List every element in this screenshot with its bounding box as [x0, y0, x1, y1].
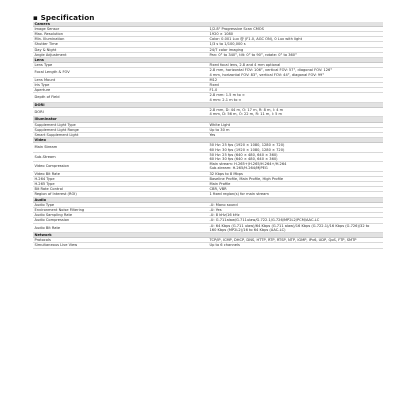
section-title: Illuminator [33, 117, 383, 122]
spec-label: Depth of Field [33, 93, 208, 102]
spec-value-line: Up to 6 channels [209, 243, 240, 248]
spec-label: Smart Supplement Light [33, 132, 208, 137]
spec-label: Focal Length & FOV [33, 68, 208, 77]
spec-label: Supplement Light Range [33, 127, 208, 132]
spec-label: Protocols [33, 238, 208, 243]
spec-value-line: 1 fixed region(s) for main stream [209, 192, 269, 197]
section-title: Lens [33, 57, 383, 62]
spec-row [33, 152, 383, 161]
spec-value [208, 68, 383, 77]
spec-label: Image Sensor [33, 26, 208, 31]
spec-row [33, 107, 383, 116]
spec-value [208, 93, 383, 102]
spec-value [208, 162, 383, 171]
spec-value-line: 50 Hz: 25 fps (1920 × 1080, 1280 × 720) [209, 143, 285, 148]
spec-value [208, 143, 383, 152]
spec-value-line: Fixed [209, 82, 219, 87]
spec-label: Sub-Stream [33, 152, 208, 161]
spec-row [33, 162, 383, 171]
spec-label: Bit Rate Control [33, 187, 208, 192]
spec-value-line: 50 Hz: 25 fps (640 × 480, 640 × 360) [209, 152, 278, 157]
spec-value-line: Yes [209, 132, 216, 137]
spec-row [33, 143, 383, 152]
spec-label: Aperture [33, 88, 208, 93]
spec-value-line: M12 [209, 77, 218, 82]
spec-value-line: 1/2.8" Progressive Scan CMOS [209, 26, 264, 31]
spec-value-line: 1/3 s to 1/100,000 s [209, 42, 246, 47]
spec-value-line: Sub-stream: H.265/H.264/MJPEG [209, 166, 268, 171]
spec-label: Day & Night [33, 47, 208, 52]
section-title: Network [33, 233, 383, 238]
spec-value-line: 2.8 mm, horizontal FOV: 106°, vertical FOV: 57°, diagonal FOV: 126° [209, 68, 333, 73]
spec-value-line: -U: G.711alaw/G.711ulaw/G.722.1/G.726/MP2L2/PCM/AAC-LC [209, 218, 320, 223]
spec-value-line: -U: 64 Kbps (G.711 ulaw)/64 Kbps (G.711 alaw)/16 Kbps (G.722.1)/16 Kbps (G.726)/32 to [209, 223, 370, 228]
section-title: DORI [33, 102, 383, 107]
spec-label: H.265 Type [33, 182, 208, 187]
spec-label: Lens Type [33, 63, 208, 68]
spec-value-line: Main Profile [209, 182, 231, 186]
spec-value-line: CBR, VBR [209, 187, 227, 192]
spec-label: Min. Illumination [33, 37, 208, 42]
spec-value-line: 2.8 mm, D: 44 m, O: 17 m, R: 8 m, I: 4 m [209, 107, 284, 112]
spec-label: H.264 Type [33, 176, 208, 181]
spec-row [33, 93, 383, 102]
spec-value [208, 107, 383, 116]
spec-value-line: Main stream: H.265+/H.265/H.264+/H.264 [209, 162, 287, 167]
spec-value-line: 4 mm, D: 56 m, O: 22 m, R: 11 m, I: 5 m [209, 112, 283, 117]
spec-label: Environment Noise Filtering [33, 208, 208, 213]
spec-value [208, 152, 383, 161]
spec-label: Iris Type [33, 82, 208, 87]
spec-label: Supplement Light Type [33, 122, 208, 127]
page-title: ▪ Specification [33, 12, 95, 22]
spec-label: Audio Type [33, 202, 208, 207]
spec-value-line: 4 mm, horizontal FOV: 83°, vertical FOV: 44°, diagonal FOV: 99° [209, 72, 325, 77]
section-title: Video [33, 138, 383, 143]
spec-label: Max. Resolution [33, 31, 208, 36]
spec-label: Audio Sampling Rate [33, 213, 208, 218]
spec-value-line: 60 Hz: 30 fps (1920 × 1080, 1280 × 720) [209, 147, 285, 152]
spec-value-line: 1920 × 1080 [209, 31, 234, 36]
spec-label: Video Compression [33, 162, 208, 171]
spec-label: Angle Adjustment [33, 52, 208, 57]
spec-row [33, 223, 383, 232]
spec-value-line: Baseline Profile, Main Profile, High Profile [209, 176, 284, 181]
spec-value-line: -U: 8 kHz/16 kHz [209, 213, 240, 218]
spec-value-line: -U: Mono sound [209, 202, 238, 207]
spec-value-line: TCP/IP, ICMP, DHCP, DNS, HTTP, RTP, RTSP, NTP, IGMP, IPv6, UDP, QoS, FTP, SMTP [209, 238, 357, 243]
spec-label: Main Stream [33, 143, 208, 152]
spec-label: Audio Bit Rate [33, 223, 208, 232]
spec-value-line: 32 Kbps to 8 Mbps [209, 171, 243, 176]
spec-row [33, 243, 383, 248]
spec-value-line: -U: Yes [209, 208, 222, 213]
spec-value-line: 24/7 color imaging [209, 47, 244, 52]
spec-value-line: 160 Kbps (MP2L2)/16 to 64 Kbps (AAC-LC) [209, 227, 286, 232]
spec-value-line: 2.8 mm: 1.5 m to ∞ [209, 93, 245, 98]
spec-value [208, 223, 383, 232]
spec-label: Audio Compression [33, 218, 208, 223]
spec-table [33, 22, 383, 249]
spec-value-line: Pan: 0° to 340°, tilt: 0° to 90°, rotate: 0° to 360° [209, 52, 297, 57]
spec-table-body [33, 22, 383, 249]
spec-label: Shutter Time [33, 42, 208, 47]
spec-value-line: Fixed focal lens, 2.8 and 4 mm optional [209, 63, 281, 68]
spec-value-line: 60 Hz: 30 fps (640 × 480, 640 × 360) [209, 156, 278, 161]
spec-value [208, 243, 383, 248]
spec-value-line: Color: 0.001 Lux @ (F1.0, AGC ON), 0 Lux with light [209, 37, 302, 42]
spec-value-line: White Light [209, 122, 231, 127]
spec-label: Video Bit Rate [33, 171, 208, 176]
spec-value-line: F1.0 [209, 88, 218, 93]
spec-label: Region of Interest (ROI) [33, 192, 208, 197]
spec-value-line: 4 mm: 2.1 m to ∞ [209, 97, 242, 102]
spec-value-line: Up to 30 m [209, 127, 230, 132]
section-title: Camera [33, 22, 383, 27]
spec-label: Simultaneous Live View [33, 243, 208, 248]
spec-label: DORI [33, 107, 208, 116]
section-title: Audio [33, 197, 383, 202]
spec-row [33, 68, 383, 77]
page-title-text: Specification [40, 12, 95, 22]
spec-label: Lens Mount [33, 77, 208, 82]
